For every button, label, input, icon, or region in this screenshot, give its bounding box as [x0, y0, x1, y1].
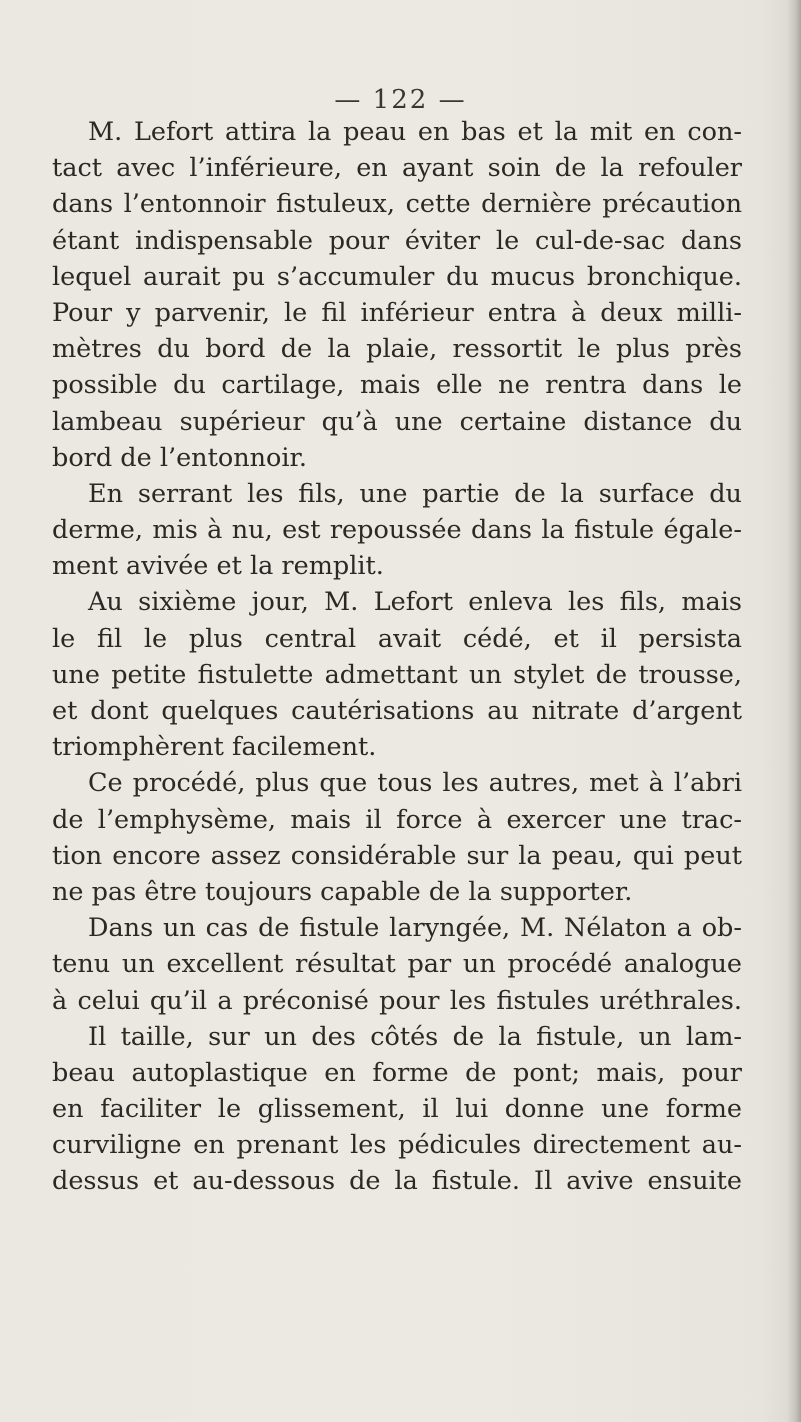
text-line: derme, mis à nu, est repoussée dans la fistule égale- [52, 515, 742, 546]
text-line: Il taille, sur un des côtés de la fistule, un lam- [88, 1021, 742, 1052]
text-line: une petite fistulette admettant un stylet de trousse, [52, 659, 742, 690]
text-line: Au sixième jour, M. Lefort enleva les fils, mais [88, 587, 742, 618]
text-line: beau autoplastique en forme de pont; mais, pour [52, 1057, 742, 1088]
text-line: Dans un cas de fistule laryngée, M. Nélaton a ob- [88, 913, 742, 944]
text-line: tion encore assez considérable sur la peau, qui peut [52, 840, 742, 871]
text-line: le fil le plus central avait cédé, et il persista [52, 623, 742, 654]
page-number: — 122 — [334, 85, 467, 115]
page-edge-shadow [787, 0, 801, 1422]
text-line: lambeau supérieur qu’à une certaine distance du [52, 406, 742, 437]
text-line: mètres du bord de la plaie, ressortit le plus près [52, 334, 742, 365]
text-line: curviligne en prenant les pédicules directement au- [52, 1130, 742, 1161]
body-text [52, 114, 742, 1200]
text-line: M. Lefort attira la peau en bas et la mit en con- [88, 117, 742, 147]
text-line: bord de l’entonnoir. [52, 442, 308, 473]
text-line: à celui qu’il a préconisé pour les fistules uréthrales. [52, 985, 742, 1016]
text-line: possible du cartilage, mais elle ne rentra dans le [52, 370, 742, 401]
text-line: dessus et au-dessous de la fistule. Il avive ensuite [52, 1166, 742, 1197]
text-line: lequel aurait pu s’accumuler du mucus bronchique. [52, 261, 742, 292]
text-line: en faciliter le glissement, il lui donne une forme [52, 1094, 742, 1125]
text-line: Ce procédé, plus que tous les autres, met à l’abri [88, 768, 742, 799]
text-line: tact avec l’inférieure, en ayant soin de la refouler [52, 153, 742, 184]
text-line: En serrant les fils, une partie de la surface du [88, 478, 742, 509]
text-line: dans l’entonnoir fistuleux, cette dernière précaution [52, 189, 742, 220]
text-line: ne pas être toujours capable de la supporter. [52, 876, 633, 907]
text-line: étant indispensable pour éviter le cul-de-sac dans [52, 225, 742, 256]
text-line: ment avivée et la remplit. [52, 551, 384, 582]
text-line: Pour y parvenir, le fil inférieur entra à deux milli- [52, 297, 742, 328]
text-line: de l’emphysème, mais il force à exercer une trac- [52, 804, 742, 835]
text-line: tenu un excellent résultat par un procédé analogue [52, 949, 742, 980]
text-line: et dont quelques cautérisations au nitrate d’argent [52, 696, 742, 726]
text-line: triomphèrent facilement. [52, 732, 377, 763]
